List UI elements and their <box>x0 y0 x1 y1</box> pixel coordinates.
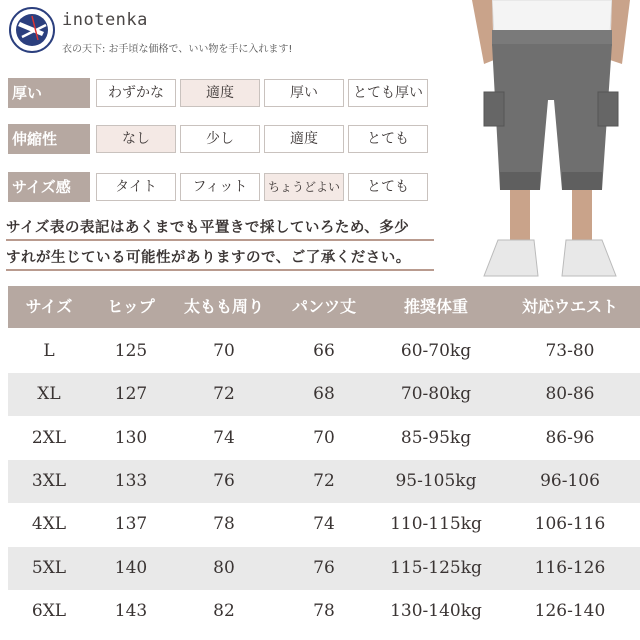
cell-weight: 95-105kg <box>395 470 477 491</box>
cell-waist: 80-86 <box>545 384 595 405</box>
attribute-option: 厚い <box>264 79 344 107</box>
table-row <box>8 590 640 633</box>
attribute-label: 伸縮性 <box>8 124 90 154</box>
cell-hip: 140 <box>114 557 148 578</box>
size-notice-line1: サイズ表の表記はあくまでも平置きで採していろため、多少 <box>6 219 410 236</box>
cell-length: 66 <box>313 341 335 361</box>
cell-thigh: 78 <box>213 514 235 535</box>
brand-name: inotenka <box>62 10 148 30</box>
cell-length: 68 <box>313 384 335 405</box>
cell-hip: 143 <box>114 600 148 621</box>
attribute-row-fit <box>8 172 448 202</box>
attribute-label: サイズ感 <box>8 172 90 202</box>
attribute-row-stretch <box>8 124 448 154</box>
cell-weight: 85-95kg <box>400 427 472 448</box>
cell-size: 5XL <box>31 557 67 578</box>
cell-size: 6XL <box>31 600 67 621</box>
attribute-option: フィット <box>180 173 260 201</box>
attribute-label: 厚い <box>8 78 90 108</box>
cell-hip: 125 <box>114 341 148 361</box>
header-size: サイズ <box>25 297 73 316</box>
cell-hip: 127 <box>114 384 148 405</box>
product-photo-cargo-shorts <box>462 0 640 285</box>
cell-thigh: 70 <box>213 341 235 361</box>
notice-underline <box>6 239 434 241</box>
cell-thigh: 76 <box>213 470 235 491</box>
attribute-option-selected: 適度 <box>180 79 260 107</box>
cell-hip: 130 <box>114 427 148 448</box>
table-row <box>8 330 640 373</box>
cell-thigh: 82 <box>213 600 235 621</box>
attribute-option-selected: なし <box>96 125 176 153</box>
cell-weight: 110-115kg <box>390 514 482 535</box>
header-waist: 対応ウエスト <box>521 297 618 316</box>
size-table-header <box>8 286 640 328</box>
cell-length: 72 <box>313 470 335 491</box>
cell-waist: 96-106 <box>540 470 600 491</box>
attribute-row-thickness <box>8 78 448 108</box>
attribute-option: わずかな <box>96 79 176 107</box>
attribute-option: とても <box>348 173 428 201</box>
cell-weight: 70-80kg <box>400 384 472 405</box>
attribute-option: とても <box>348 125 428 153</box>
cell-thigh: 74 <box>213 427 235 448</box>
brand-logo-icon <box>8 6 56 54</box>
cell-weight: 115-125kg <box>390 557 482 578</box>
cell-waist: 116-126 <box>534 557 606 578</box>
table-row <box>8 460 640 503</box>
attribute-option-selected: ちょうどよい <box>264 173 344 201</box>
table-row <box>8 373 640 416</box>
header-length: パンツ丈 <box>291 297 356 316</box>
brand-tagline: 衣の天下: お手頃な価格で、いい物を手に入れます! <box>62 44 293 55</box>
cell-thigh: 72 <box>213 384 235 405</box>
attribute-option: 適度 <box>264 125 344 153</box>
cell-length: 74 <box>313 514 335 535</box>
cell-length: 78 <box>313 600 335 621</box>
cell-size: L <box>43 341 55 361</box>
header-weight: 推奨体重 <box>403 297 468 316</box>
cell-size: 4XL <box>31 514 67 535</box>
table-row <box>8 547 640 590</box>
cell-hip: 137 <box>114 514 148 535</box>
size-notice-line2: すれが生じている可能性がありますので、ご了承ください。 <box>6 249 411 266</box>
cell-weight: 130-140kg <box>390 600 482 621</box>
cell-waist: 73-80 <box>545 341 595 361</box>
cell-length: 76 <box>313 557 335 578</box>
cell-waist: 106-116 <box>534 514 606 535</box>
cell-thigh: 80 <box>213 557 235 578</box>
cell-waist: 126-140 <box>534 600 606 621</box>
notice-underline <box>6 269 434 271</box>
attribute-option: タイト <box>96 173 176 201</box>
cell-hip: 133 <box>114 470 148 491</box>
table-row <box>8 417 640 460</box>
header-thigh: 太もも周り <box>183 297 264 316</box>
cell-waist: 86-96 <box>545 427 595 448</box>
header-hip: ヒップ <box>107 297 155 316</box>
cell-size: 2XL <box>31 427 67 448</box>
attribute-option: とても厚い <box>348 79 428 107</box>
table-row <box>8 503 640 546</box>
cell-size: 3XL <box>31 470 67 491</box>
cell-size: XL <box>37 384 61 405</box>
attribute-option: 少し <box>180 125 260 153</box>
cell-length: 70 <box>313 427 335 448</box>
cell-weight: 60-70kg <box>400 341 472 361</box>
